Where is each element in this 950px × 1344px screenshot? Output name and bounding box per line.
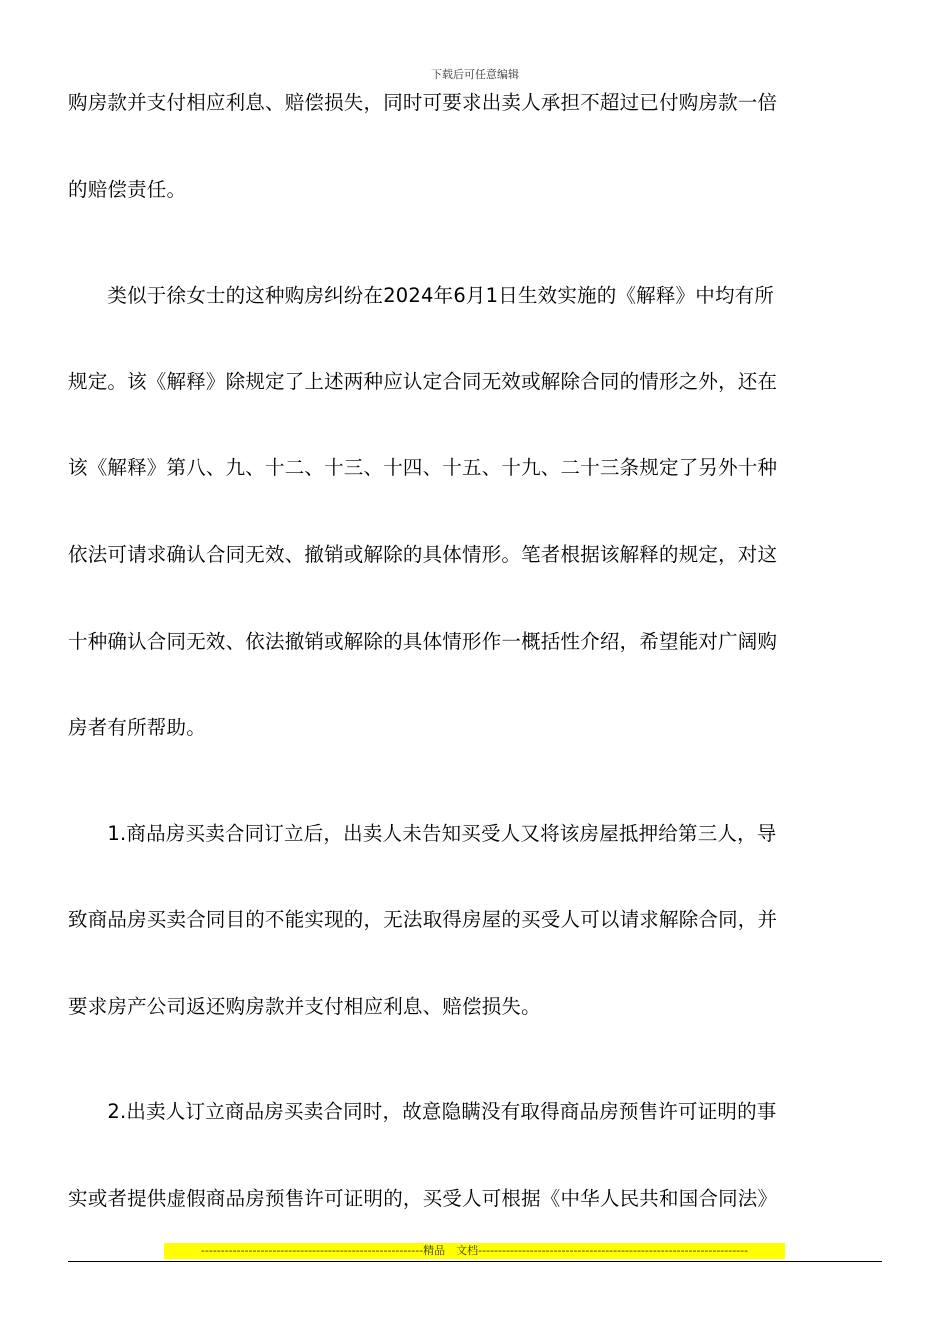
body-line: 购房款并支付相应利息、赔偿损失，同时可要求出卖人承担不超过已付购房款一倍 — [68, 91, 778, 114]
body-line: 的赔偿责任。 — [68, 178, 187, 201]
page-header: 下载后可任意编辑 — [431, 68, 519, 81]
body-line: 2.出卖人订立商品房买卖合同时，故意隐瞒没有取得商品房预售许可证明的事 — [68, 1100, 777, 1123]
body-line: 依法可请求确认合同无效、撤销或解除的具体情形。笔者根据该解释的规定，对这 — [68, 543, 778, 566]
footer-highlight-bar: --------------------------------------------------------精品 文档-------------------------------------------------------------------- — [164, 1243, 785, 1259]
body-line: 致商品房买卖合同目的不能实现的，无法取得房屋的买受人可以请求解除合同，并 — [68, 908, 778, 931]
body-line: 1.商品房买卖合同订立后，出卖人未告知买受人又将该房屋抵押给第三人，导 — [68, 822, 777, 845]
body-line: 规定。该《解释》除规定了上述两种应认定合同无效或解除合同的情形之外，还在 — [68, 370, 778, 393]
body-line: 实或者提供虚假商品房预售许可证明的，买受人可根据《中华人民共和国合同法》 — [68, 1187, 778, 1210]
body-line: 该《解释》第八、九、十二、十三、十四、十五、十九、二十三条规定了另外十种 — [68, 456, 778, 479]
body-line: 类似于徐女士的这种购房纠纷在2024年6月1日生效实施的《解释》中均有所 — [68, 284, 775, 307]
body-line: 要求房产公司返还购房款并支付相应利息、赔偿损失。 — [68, 995, 541, 1018]
body-line: 房者有所帮助。 — [68, 716, 206, 739]
body-line: 十种确认合同无效、依法撤销或解除的具体情形作一概括性介绍，希望能对广阔购 — [68, 630, 778, 653]
footer-divider — [68, 1261, 882, 1262]
